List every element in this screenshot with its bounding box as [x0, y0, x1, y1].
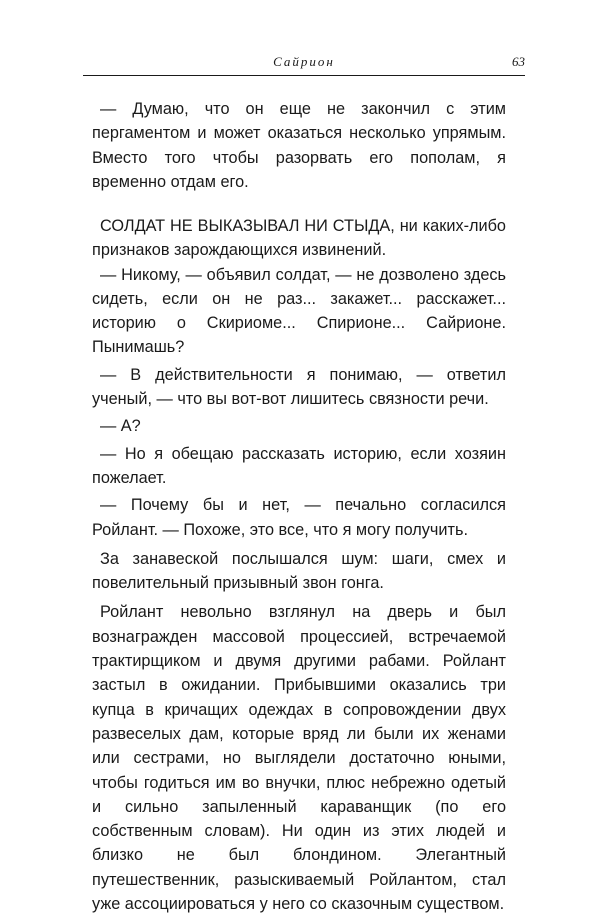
text-block-section	[92, 214, 506, 916]
header-rule	[83, 75, 525, 76]
paragraph: — Думаю, что он еще не закончил с этим пергаментом и может оказаться несколько упрямым. Вместо того чтобы разорвать его пополам, я временно отдам его.	[92, 100, 506, 191]
paragraph: — А?	[100, 417, 141, 436]
paragraph: За занавеской послышался шум: шаги, смех и повелительный призывный звон гонга.	[92, 549, 506, 593]
paragraph: — Но я обещаю рассказать историю, если хозяин пожелает.	[92, 444, 506, 487]
section-opening-paragraph	[92, 214, 506, 263]
paragraph: — Никому, — объявил солдат, — не дозволено здесь сидеть, если он не раз... закажет... расскажет... историю о Скириоме... Спирионе... Сайрионе. Пынимашь?	[92, 265, 506, 357]
running-head	[83, 54, 525, 74]
paragraph: — В действительности я понимаю, — ответил ученый, — что вы вот-вот лишитесь связности речи.	[92, 365, 506, 409]
text-block-top	[92, 97, 506, 194]
section-lead-in: СОЛДАТ НЕ ВЫКАЗЫВАЛ НИ СТЫДА	[100, 217, 391, 235]
section-lead-rest: , ни каких-либо признаков зарождающихся извинений.	[92, 217, 506, 260]
page-number: 63	[512, 54, 525, 69]
paragraph: — Почему бы и нет, — печально согласился Ройлант. — Похоже, это все, что я могу получить.	[92, 496, 506, 539]
running-title: Сайрион	[273, 54, 335, 69]
paragraph: Ройлант невольно взглянул на дверь и был вознагражден массовой процессией, встречаемой трактирщиком и двумя другими рабами. Ройлант застыл в ожидании. Прибывшими оказались три купца в кричащих одеждах в сопровождении двух развеселых дам, которые вряд ли были их женами или сестрами, но выглядели достаточно юными, чтобы годиться им во внучки, плюс небрежно одетый и сильно запыленный караванщик (по его собственным словам). Ни один из этих людей и близко не был блондином. Элегантный путешественник, разыскиваемый Ройлантом, стал уже ассоциироваться у него со сказочным существом.	[92, 603, 506, 914]
